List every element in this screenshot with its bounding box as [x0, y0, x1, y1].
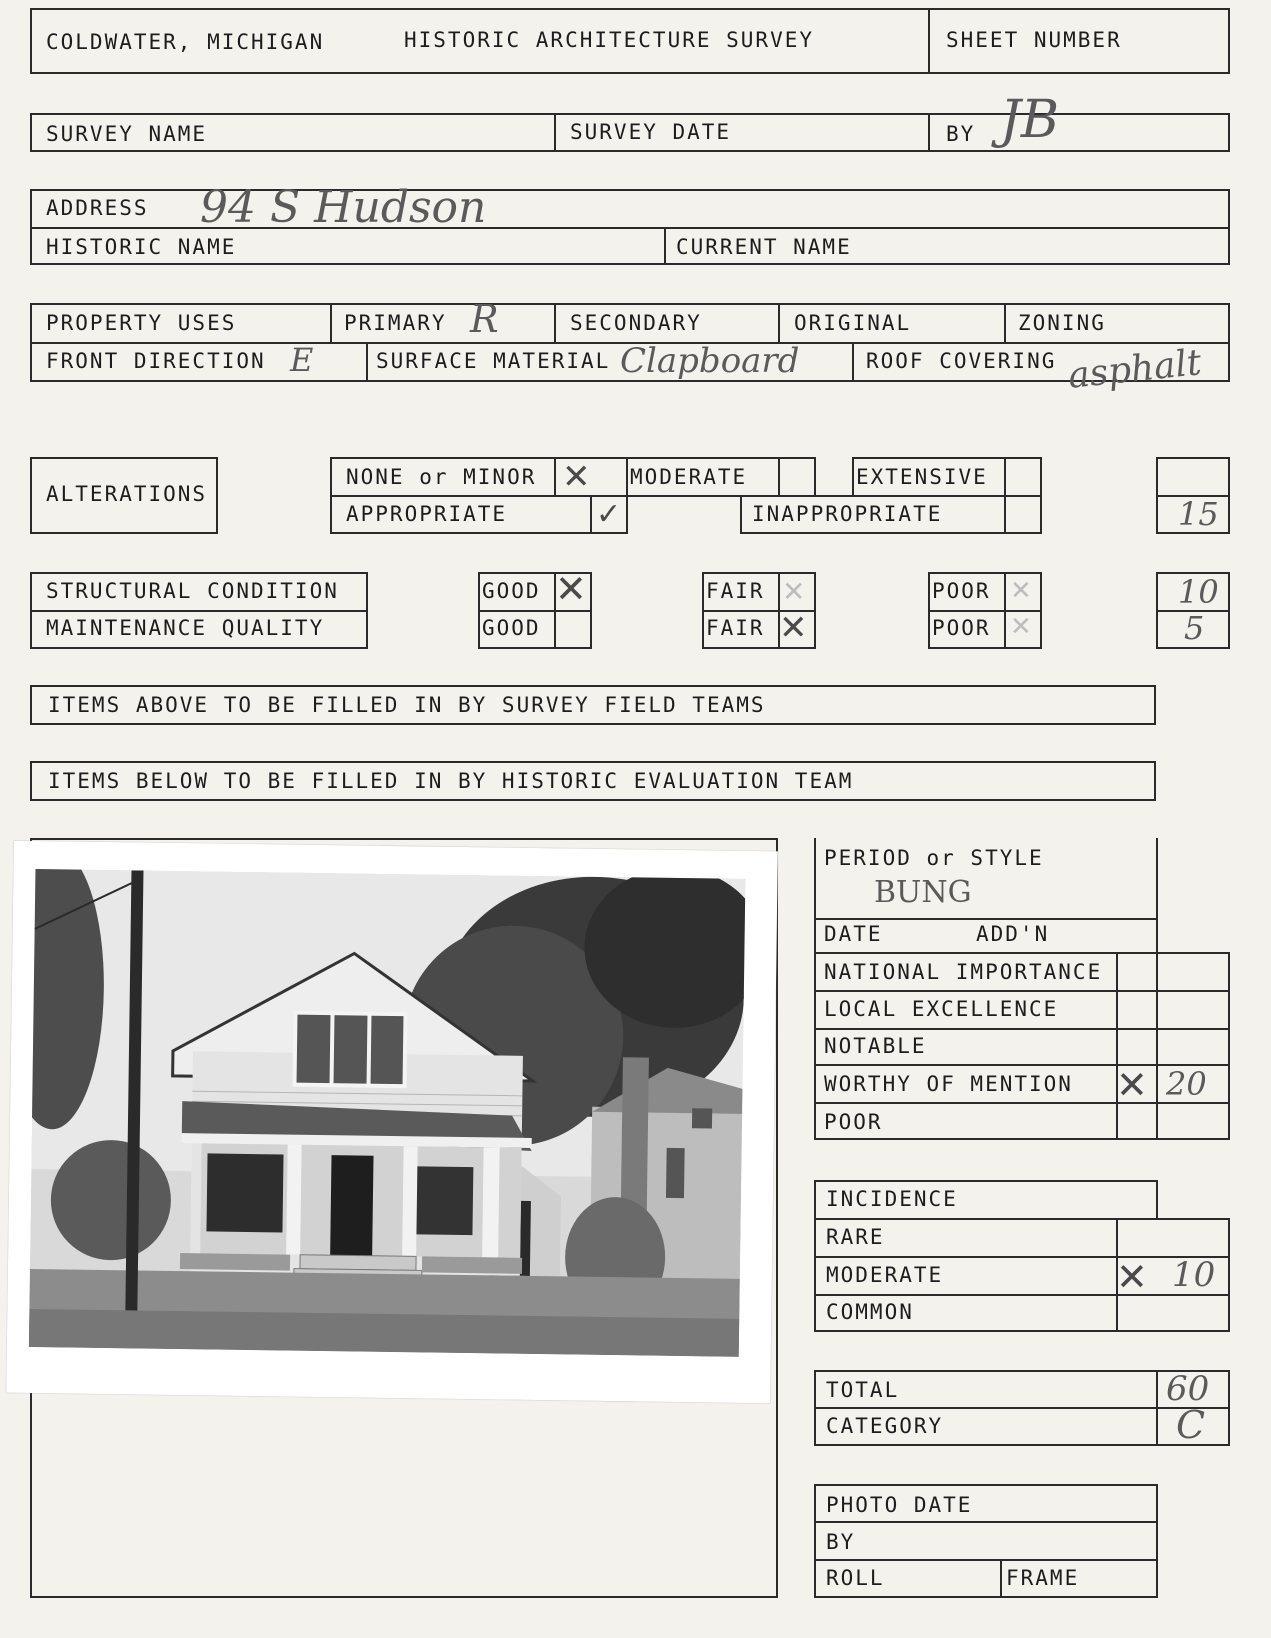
items-below-note: ITEMS BELOW TO BE FILLED IN BY HISTORIC EVALUATION TEAM: [48, 769, 854, 793]
inappropriate-label: INAPPROPRIATE: [752, 502, 943, 526]
structural-condition-label: STRUCTURAL CONDITION: [46, 579, 339, 603]
form-title: HISTORIC ARCHITECTURE SURVEY: [404, 28, 815, 52]
period-style-value: BUNG: [874, 875, 972, 910]
good-label-structural: GOOD: [482, 579, 541, 603]
moderate-incidence-label: MODERATE: [826, 1263, 944, 1287]
maintenance-quality-label: MAINTENANCE QUALITY: [46, 616, 325, 640]
front-direction-label: FRONT DIRECTION: [46, 349, 266, 373]
primary-value: R: [470, 297, 499, 341]
rare-label: RARE: [826, 1225, 885, 1249]
front-direction-value: E: [290, 341, 314, 379]
primary-label: PRIMARY: [344, 311, 447, 335]
moderate-incidence-score: 10: [1172, 1255, 1216, 1295]
none-minor-label: NONE or MINOR: [346, 465, 537, 489]
structural-fair-erased-check: ✕: [782, 575, 806, 608]
structural-poor-erased-mark: ✕: [1010, 576, 1032, 606]
alterations-label: ALTERATIONS: [46, 482, 208, 506]
poor-eval-label: POOR: [824, 1110, 883, 1134]
extensive-label: EXTENSIVE: [856, 465, 988, 489]
zoning-label: ZONING: [1018, 311, 1106, 335]
historic-name-label: HISTORIC NAME: [46, 235, 237, 259]
period-style-label: PERIOD or STYLE: [824, 846, 1044, 870]
maintenance-score: 5: [1184, 609, 1205, 647]
photo-date-label: PHOTO DATE: [826, 1493, 973, 1517]
appropriate-check: ✓: [596, 497, 622, 532]
original-label: ORIGINAL: [794, 311, 912, 335]
poor-label-maintenance: POOR: [932, 616, 991, 640]
city-label: COLDWATER, MICHIGAN: [46, 30, 325, 54]
items-above-note: ITEMS ABOVE TO BE FILLED IN BY SURVEY FIELD TEAMS: [48, 693, 766, 717]
appropriate-label: APPROPRIATE: [346, 502, 508, 526]
by-label: BY: [946, 122, 976, 146]
frame-label: FRAME: [1006, 1566, 1080, 1590]
national-importance-label: NATIONAL IMPORTANCE: [824, 960, 1103, 984]
moderate-alt-label: MODERATE: [630, 465, 748, 489]
roof-covering-value: asphalt: [1066, 342, 1204, 397]
current-name-label: CURRENT NAME: [676, 235, 852, 259]
house-photograph: [6, 841, 778, 1404]
poor-label-structural: POOR: [932, 579, 991, 603]
common-label: COMMON: [826, 1300, 914, 1324]
total-value: 60: [1166, 1369, 1210, 1409]
maintenance-poor-erased-mark: ✕: [1010, 612, 1032, 642]
category-value: C: [1176, 1403, 1206, 1447]
good-label-maintenance: GOOD: [482, 616, 541, 640]
structural-good-check: ✕: [555, 567, 587, 611]
addn-label: ADD'N: [976, 922, 1050, 946]
sheet-number-label: SHEET NUMBER: [946, 28, 1122, 52]
by-signature: JB: [1000, 90, 1060, 150]
worthy-of-mention-check: ✕: [1116, 1063, 1148, 1107]
incidence-label: INCIDENCE: [826, 1187, 958, 1211]
survey-name-label: SURVEY NAME: [46, 122, 208, 146]
secondary-label: SECONDARY: [570, 311, 702, 335]
address-label: ADDRESS: [46, 196, 149, 220]
house-image: [29, 869, 746, 1357]
fair-label-maintenance: FAIR: [706, 616, 765, 640]
photo-by-label: BY: [826, 1530, 856, 1554]
date-label: DATE: [824, 922, 883, 946]
notable-label: NOTABLE: [824, 1034, 927, 1058]
roof-covering-label: ROOF COVERING: [866, 349, 1057, 373]
roll-label: ROLL: [826, 1566, 885, 1590]
moderate-incidence-check: ✕: [1116, 1255, 1148, 1299]
worthy-score: 20: [1166, 1065, 1207, 1103]
structural-score: 10: [1178, 573, 1219, 611]
local-excellence-label: LOCAL EXCELLENCE: [824, 997, 1059, 1021]
surface-material-value: Clapboard: [620, 341, 800, 381]
total-label: TOTAL: [826, 1378, 900, 1402]
address-value: 94 S Hudson: [200, 182, 487, 233]
fair-label-structural: FAIR: [706, 579, 765, 603]
maintenance-fair-check: ✕: [779, 608, 808, 648]
worthy-of-mention-label: WORTHY OF MENTION: [824, 1072, 1073, 1096]
alterations-score: 15: [1178, 495, 1219, 533]
none-minor-check: ✕: [562, 457, 591, 497]
survey-date-label: SURVEY DATE: [570, 120, 732, 144]
property-uses-label: PROPERTY USES: [46, 311, 237, 335]
surface-material-label: SURFACE MATERIAL: [376, 349, 611, 373]
category-label: CATEGORY: [826, 1414, 944, 1438]
